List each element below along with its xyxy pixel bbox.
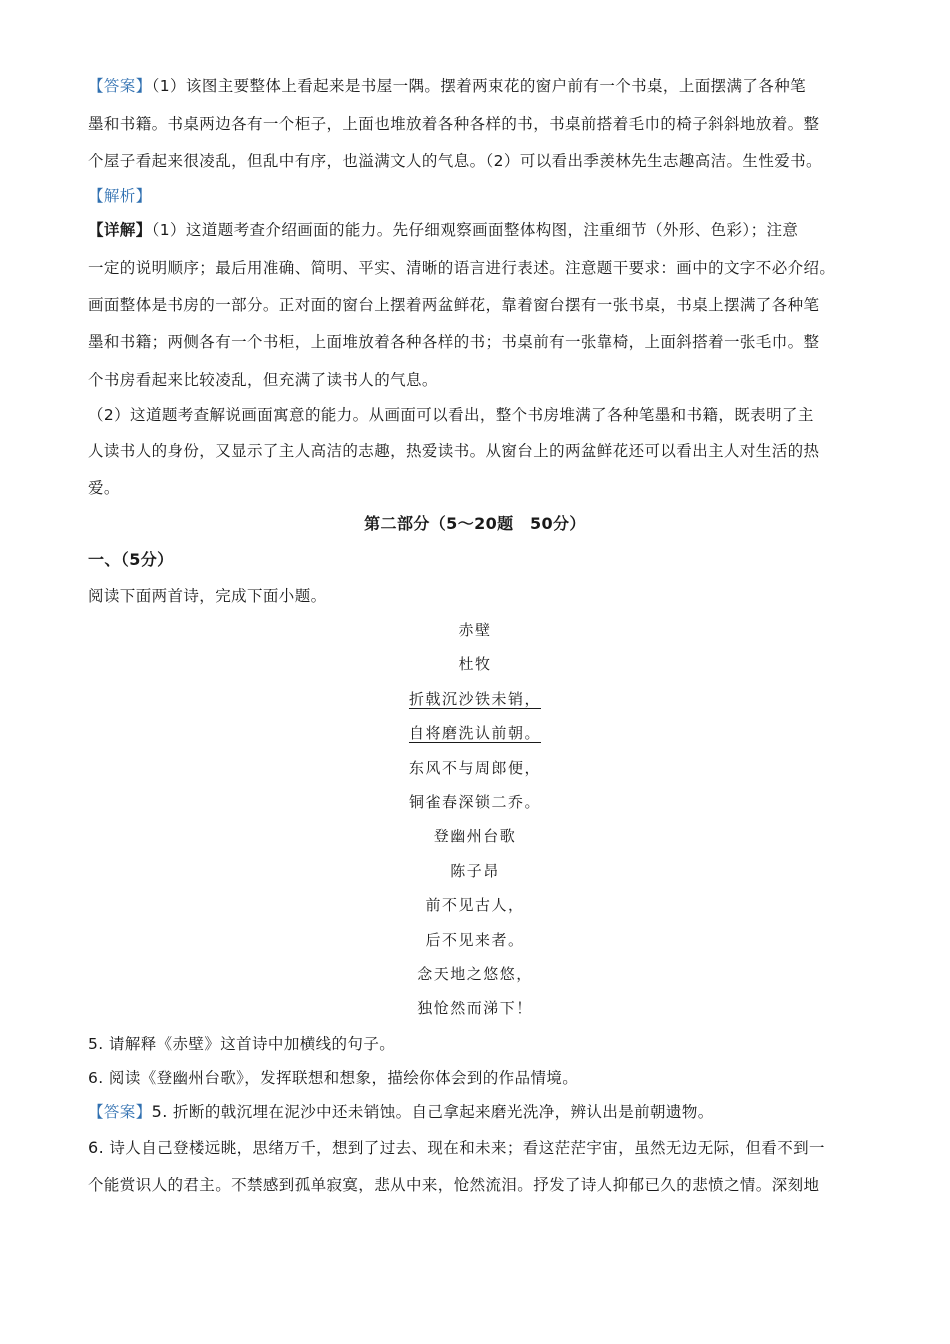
answer-tag: 【答案】 [88, 77, 152, 95]
poem2-line-4: 独怆然而涕下！ [417, 999, 533, 1017]
poem2-line-2: 后不见来者。 [425, 931, 525, 949]
underlined-sentence: 折戟沉沙铁未销， [408, 690, 541, 708]
detail-line-6: （2）这道题考查解说画面寓意的能力。从画面可以看出，整个书房堆满了各种笔墨和书籍，既表明了主 [88, 406, 814, 424]
answer2-tag: 【答案】 [88, 1103, 152, 1121]
part-title: 第二部分（5～20题 50分） [364, 514, 586, 533]
detail-tag: 【详解】 [88, 221, 152, 239]
detail-line-2: 一定的说明顺序；最后用准确、简明、平实、清晰的语言进行表述。注意题干要求：画中的文字不必介绍。 [88, 259, 836, 277]
detail-text: （1）这道题考查介绍画面的能力。先仔细观察画面整体构图，注重细节（外形、色彩）；注意 [151, 221, 799, 239]
answer-line-3: 个屋子看起来很凌乱，但乱中有序，也溢满文人的气息。（2）可以看出季羡林先生志趣高洁。生性爱书。 [88, 152, 822, 170]
poem1-author: 杜牧 [458, 655, 492, 673]
detail-line-1 [88, 220, 878, 240]
poem2-line-3: 念天地之悠悠， [417, 965, 533, 983]
poem1-line-2 [0, 723, 950, 743]
question-6: 6. 阅读《登幽州台歌》，发挥联想和想象，描绘你体会到的作品情境。 [88, 1069, 579, 1087]
answer-5-text: 折断的戟沉埋在泥沙中还未销蚀。自己拿起来磨光洗净，辨认出是前朝遗物。 [167, 1103, 714, 1121]
section-heading: 一、（5分） [88, 550, 174, 569]
detail-line-4: 墨和书籍；两侧各有一个书柜，上面堆放着各种各样的书；书桌前有一张靠椅，上面斜搭着一张毛巾。整 [88, 333, 820, 351]
detail-line-3: 画面整体是书房的一部分。正对面的窗台上摆着两盆鲜花，靠着窗台摆有一张书桌，书桌上摆满了各种笔 [88, 296, 820, 314]
answer-line-1 [88, 76, 878, 96]
poem1-title: 赤壁 [458, 621, 492, 639]
answer-6-text: 诗人自己登楼远眺，思绪万千，想到了过去、现在和未来；看这茫茫宇宙，虽然无边无际，但看不到一 [104, 1139, 825, 1157]
reading-instruction: 阅读下面两首诗，完成下面小题。 [88, 587, 327, 605]
answer-line-2: 墨和书籍。书桌两边各有一个柜子，上面也堆放着各种各样的书，书桌前搭着毛巾的椅子斜斜地放着。整 [88, 115, 820, 133]
answer2-line-3: 个能赏识人的君主。不禁感到孤单寂寞，悲从中来，怆然流泪。抒发了诗人抑郁已久的悲愤之情。深刻地 [88, 1176, 820, 1194]
poem1-line-1 [0, 689, 950, 709]
detail-line-7: 人读书人的身份，又显示了主人高洁的志趣，热爱读书。从窗台上的两盆鲜花还可以看出主人对生活的热 [88, 442, 820, 460]
answer-5-number: 5. [151, 1102, 168, 1121]
poem2-line-1: 前不见古人， [425, 896, 525, 914]
answer-text: （1）该图主要整体上看起来是书屋一隅。摆着两束花的窗户前有一个书桌，上面摆满了各种笔 [151, 77, 807, 95]
poem2-title: 登幽州台歌 [433, 827, 517, 845]
detail-line-8: 爱。 [88, 479, 120, 497]
analysis-tag: 【解析】 [88, 187, 152, 205]
poem1-line-4: 铜雀春深锁二乔。 [408, 793, 541, 811]
question-5: 5. 请解释《赤壁》这首诗中加横线的句子。 [88, 1035, 396, 1053]
detail-line-5: 个书房看起来比较凌乱，但充满了读书人的气息。 [88, 371, 438, 389]
answer2-line-2 [88, 1138, 878, 1158]
underlined-sentence: 自将磨洗认前朝。 [408, 724, 541, 742]
answer-6-number: 6. [88, 1138, 105, 1157]
poem2-author: 陈子昂 [450, 862, 500, 880]
answer2-line-1 [88, 1102, 878, 1122]
poem1-line-3: 东风不与周郎便， [408, 759, 541, 777]
